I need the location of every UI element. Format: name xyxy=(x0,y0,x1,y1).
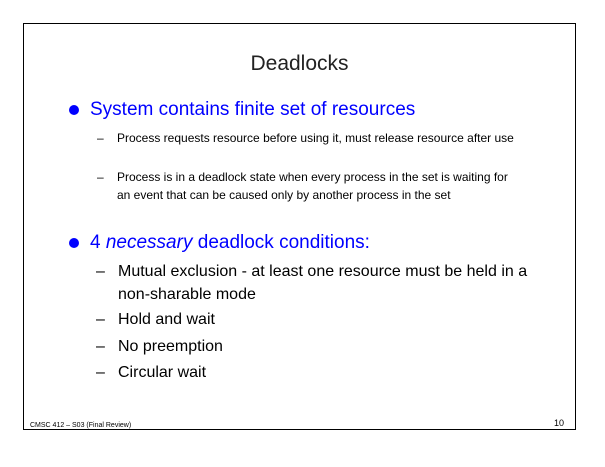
bullet-2-subitem-3 xyxy=(96,335,536,358)
dash-marker: – xyxy=(96,263,105,280)
subitem-text: Mutual exclusion - at least one resource must be held in a non-sharable mode xyxy=(118,263,528,303)
subitem-text: Hold and wait xyxy=(118,311,215,328)
dash-marker: – xyxy=(96,338,105,355)
page-number: 10 xyxy=(553,418,564,428)
dash-marker: – xyxy=(97,131,104,145)
bullet-2-prefix: 4 xyxy=(90,232,106,253)
bullet-2-subitem-2 xyxy=(96,308,536,331)
bullet-2 xyxy=(69,231,370,255)
bullet-2-suffix: deadlock conditions: xyxy=(192,232,370,253)
bullet-2-subitem-4 xyxy=(96,361,536,384)
bullet-2-emphasis: necessary xyxy=(105,232,193,253)
dash-marker: – xyxy=(96,311,105,328)
bullet-1-subitem-2 xyxy=(97,168,517,204)
dash-marker: – xyxy=(96,364,105,381)
subitem-text: No preemption xyxy=(118,338,223,355)
bullet-1-subitem-1 xyxy=(97,129,517,147)
subitem-text: Circular wait xyxy=(118,364,207,381)
dash-marker: – xyxy=(97,170,104,184)
bullet-dot-icon xyxy=(69,238,79,248)
slide-title: Deadlocks xyxy=(250,52,349,75)
subitem-text: Process requests resource before using it, must release resource after use xyxy=(117,131,514,145)
slide-frame xyxy=(23,23,576,430)
bullet-1-text: System contains finite set of resources xyxy=(90,99,416,120)
bullet-2-subitem-1 xyxy=(96,260,536,306)
bullet-dot-icon xyxy=(69,105,79,115)
subitem-text: Process is in a deadlock state when every process in the set is waiting for an event that can be caused only by another process in the set xyxy=(117,170,508,202)
bullet-1 xyxy=(69,98,415,122)
bullet-2-text xyxy=(90,231,370,255)
footer-course: CMSC 412 – S03 (Final Review) xyxy=(30,422,132,429)
